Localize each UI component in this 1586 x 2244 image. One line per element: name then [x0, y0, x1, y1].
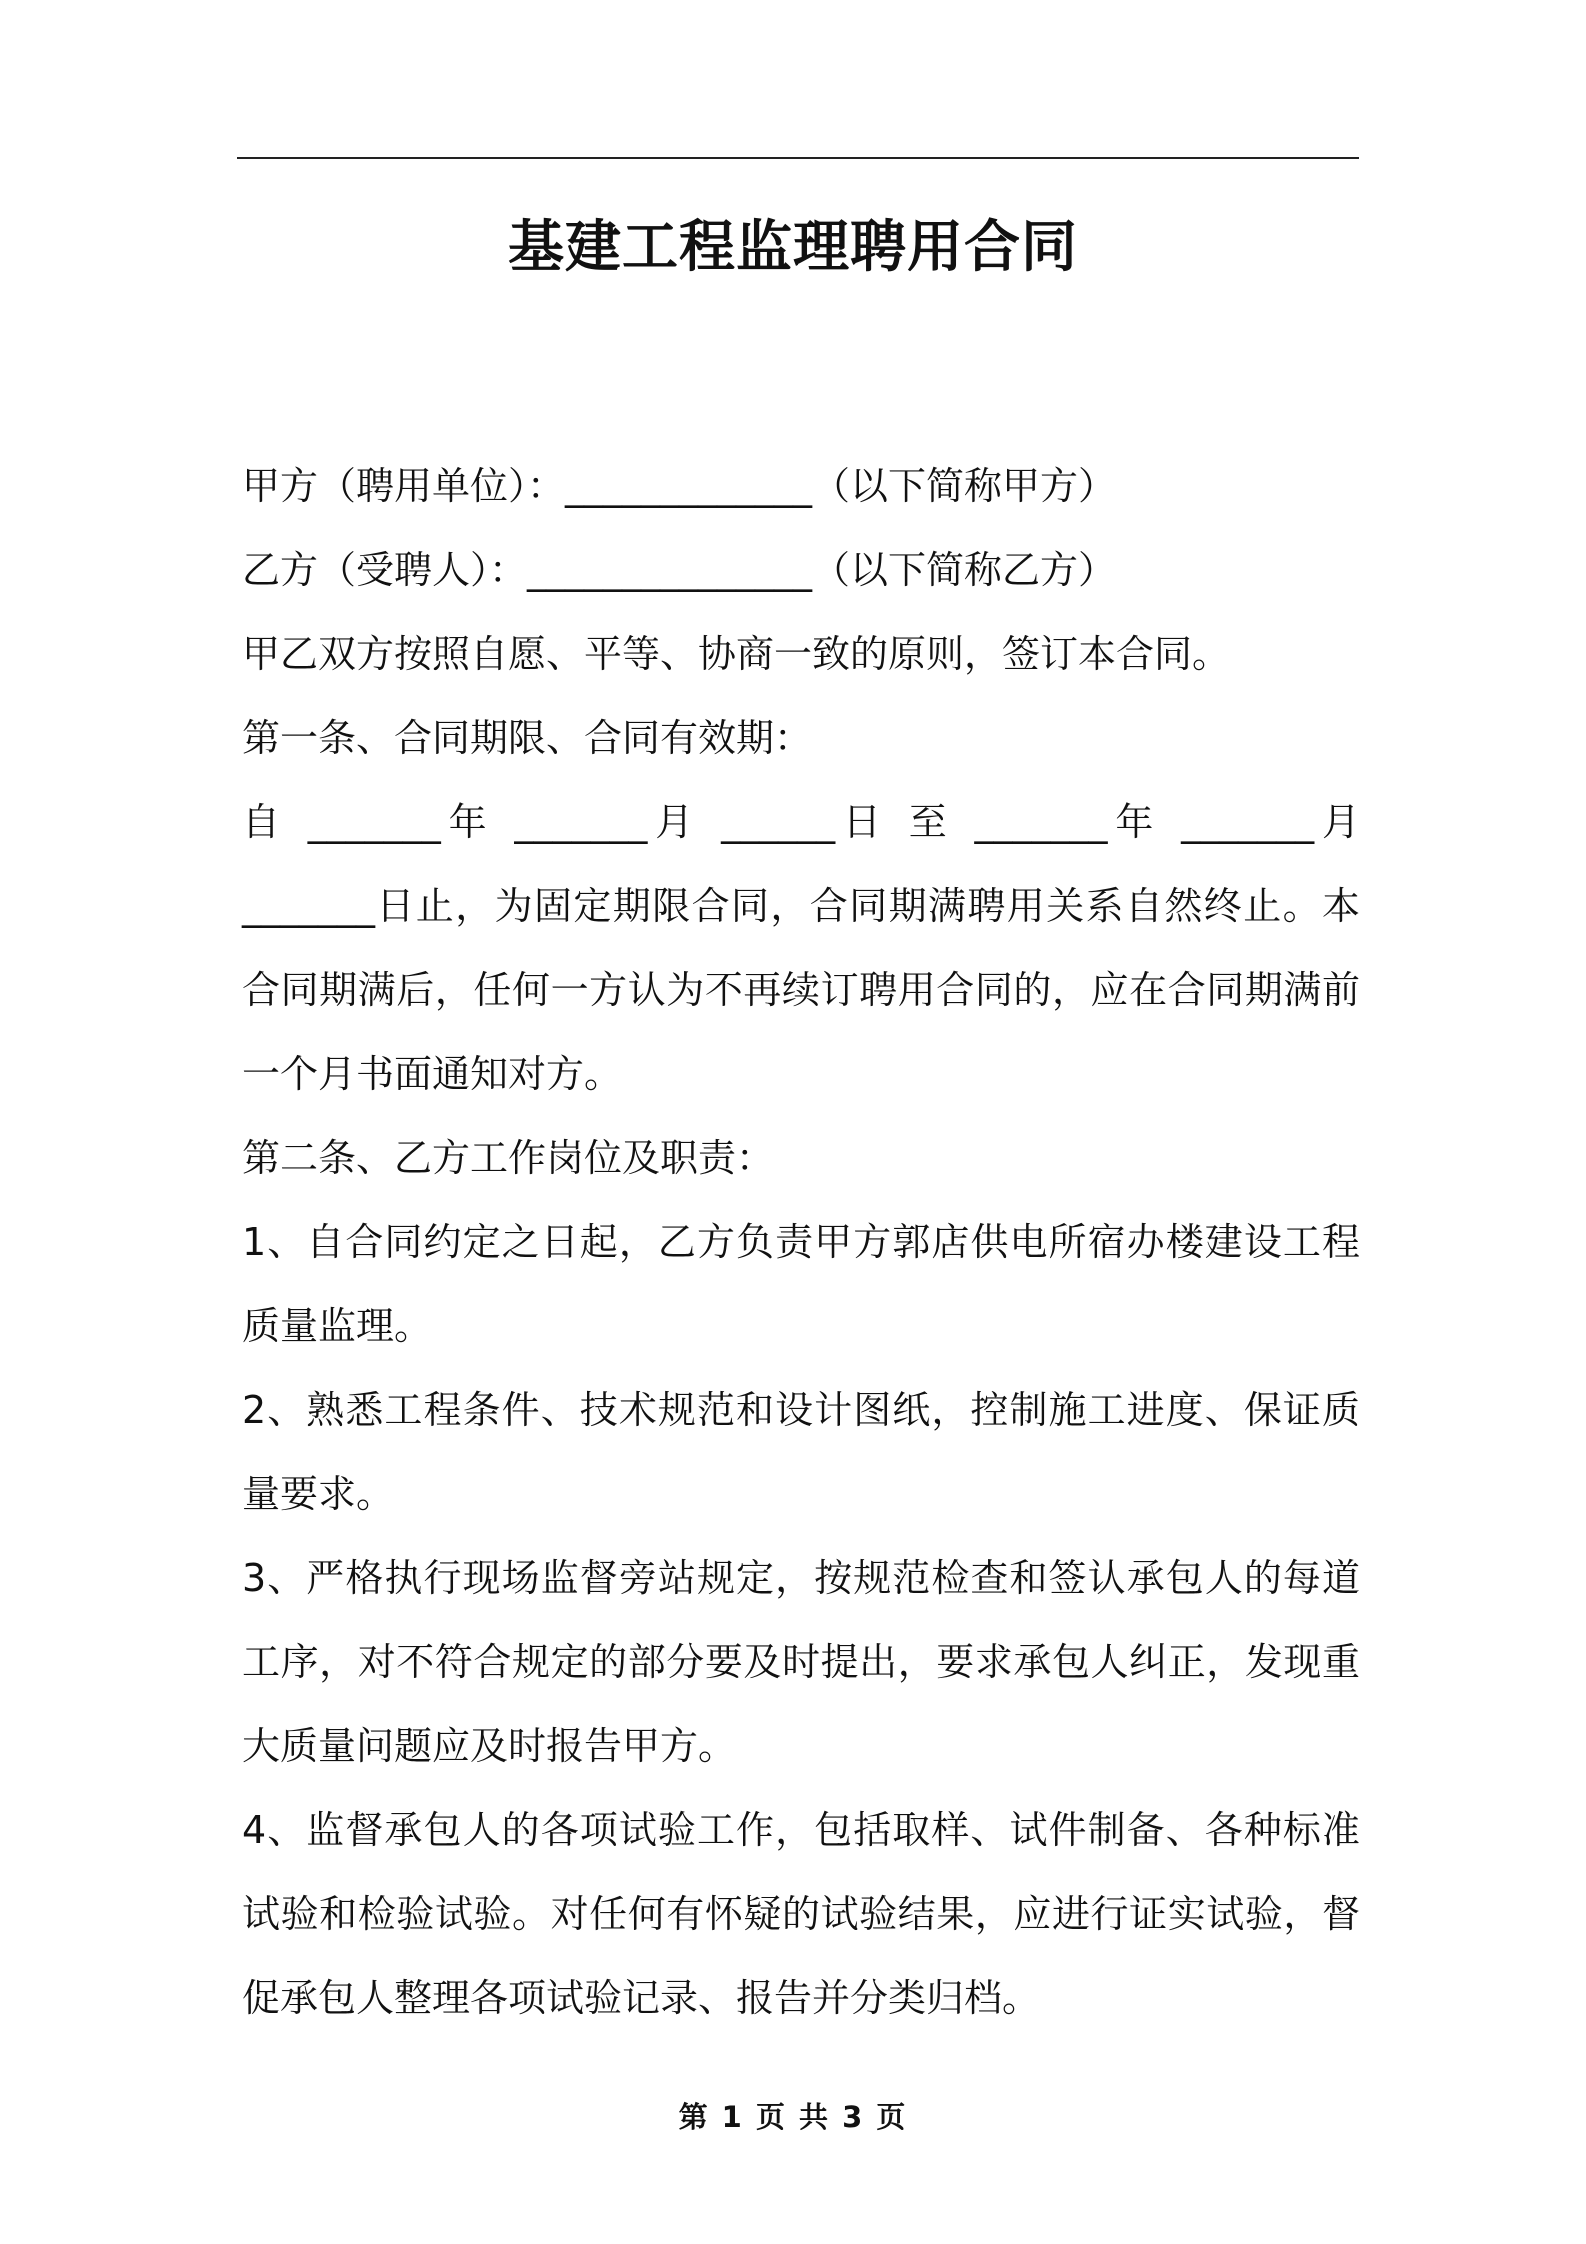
party-a-line: 甲方（聘用单位）：_____________（以下简称甲方）	[242, 464, 1117, 508]
document-body	[242, 444, 1360, 2040]
agreement-principle: 甲乙双方按照自愿、平等、协商一致的原则，签订本合同。	[242, 632, 1231, 676]
contract-period-dates: 自 _______年 _______月 ______日 至 _______年 _______月	[242, 800, 1360, 844]
article-2-heading: 第二条、乙方工作岗位及职责：	[242, 1136, 775, 1180]
contract-period-terms: _______日止，为固定期限合同，合同期满聘用关系自然终止。本合同期满后，任何一方认为不再续订聘用合同的，应在合同期满前一个月书面通知对方。	[242, 884, 1360, 1096]
document-title: 基建工程监理聘用合同	[508, 215, 1078, 280]
duty-item-1: 1、自合同约定之日起，乙方负责甲方郭店供电所宿办楼建设工程质量监理。	[242, 1220, 1360, 1348]
page-number: 第 1 页 共 3 页	[678, 2100, 908, 2134]
article-1-heading: 第一条、合同期限、合同有效期：	[242, 716, 813, 760]
header-rule	[237, 157, 1359, 159]
duty-item-3: 3、严格执行现场监督旁站规定，按规范检查和签认承包人的每道工序，对不符合规定的部分要及时提出，要求承包人纠正，发现重大质量问题应及时报告甲方。	[242, 1556, 1360, 1768]
party-b-line: 乙方（受聘人）：_______________（以下简称乙方）	[242, 548, 1117, 592]
duty-item-4: 4、监督承包人的各项试验工作，包括取样、试件制备、各种标准试验和检验试验。对任何有怀疑的试验结果，应进行证实试验，督促承包人整理各项试验记录、报告并分类归档。	[242, 1808, 1360, 2020]
duty-item-2: 2、熟悉工程条件、技术规范和设计图纸，控制施工进度、保证质量要求。	[242, 1388, 1360, 1516]
